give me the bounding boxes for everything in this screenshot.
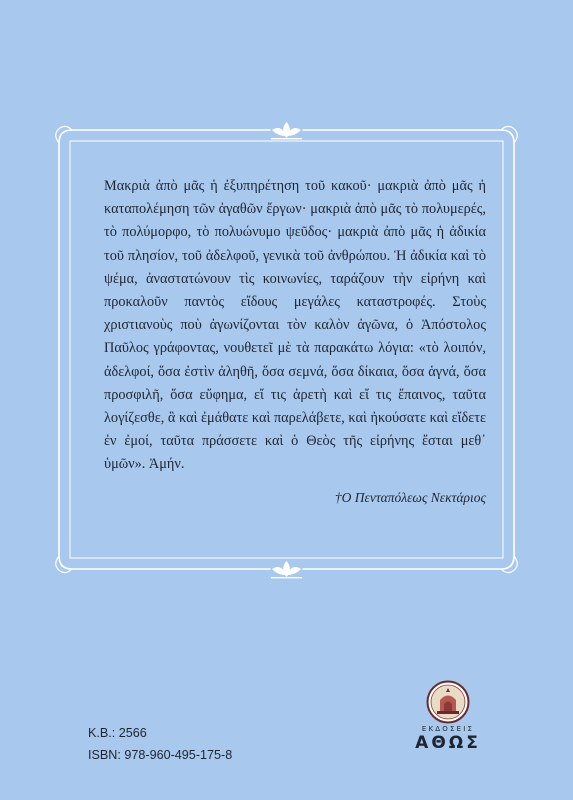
bottom-ornament-icon xyxy=(271,561,302,578)
isbn-number: ISBN: 978-960-495-175-8 xyxy=(88,748,233,762)
top-ornament-icon xyxy=(271,122,302,139)
publisher-emblem-icon xyxy=(426,680,470,724)
catalog-info xyxy=(88,722,232,766)
signature: †Ο Πενταπόλεως Νεκτάριος xyxy=(334,489,486,505)
quote-block xyxy=(104,175,486,506)
quote-text: Μακριὰ ἀπὸ μᾶς ἡ ἐξυπηρέτηση τοῦ κακοῦ· μακριὰ ἀπὸ μᾶς ἡ καταπολέμηση τῶν ἀγαθῶν ἔργων· μακριὰ ἀπὸ μᾶς τὸ πολυμερές, τὸ πολύμορφο, τὸ πολυώνυμο ψεῦδος· μακριὰ ἀπὸ μᾶς ἡ ἀδικία τοῦ πλησίον, τοῦ ἀδελφοῦ, γενικὰ τοῦ ἀνθρώπου. Ἡ ἀδικία καὶ τὸ ψέμα, ἀναστατώνουν τὶς κοινωνίες, ταράζουν τὴν εἰρήνη καὶ προκαλοῦν παντὸς εἴδους μεγάλες καταστροφές. Στοὺς χριστιανοὺς ποὺ ἀγωνίζονται τὸν καλὸν ἀγῶνα, ὁ Ἀπόστολος Παῦλος γράφοντας, νουθετεῖ μὲ τὰ παρακάτω λόγια: «τὸ λοιπόν, ἀδελφοί, ὅσα ἐστὶν ἀληθῆ, ὅσα σεμνά, ὅσα δίκαια, ὅσα ἁγνά, ὅσα προσφιλῆ, ὅσα εὔφημα, εἴ τις ἀρετὴ καὶ εἴ τις ἔπαινος, ταῦτα λογίζεσθε, ἃ καὶ ἐμάθατε καὶ παρελάβετε, καὶ ἠκούσατε καὶ εἴδετε ἐν ἐμοί, ταῦτα πράσσετε καὶ ὁ Θεὸς τῆς εἰρήνης ἔσται μεθ᾽ ὑμῶν». Ἀμήν. xyxy=(104,178,486,473)
publisher-subtitle: ΕΚΔΟΣΕΙΣ xyxy=(421,725,475,733)
publisher-logo xyxy=(404,680,492,762)
kb-number: Κ.Β.: 2566 xyxy=(88,726,147,740)
publisher-name: ΑΘΩΣ xyxy=(415,733,481,753)
